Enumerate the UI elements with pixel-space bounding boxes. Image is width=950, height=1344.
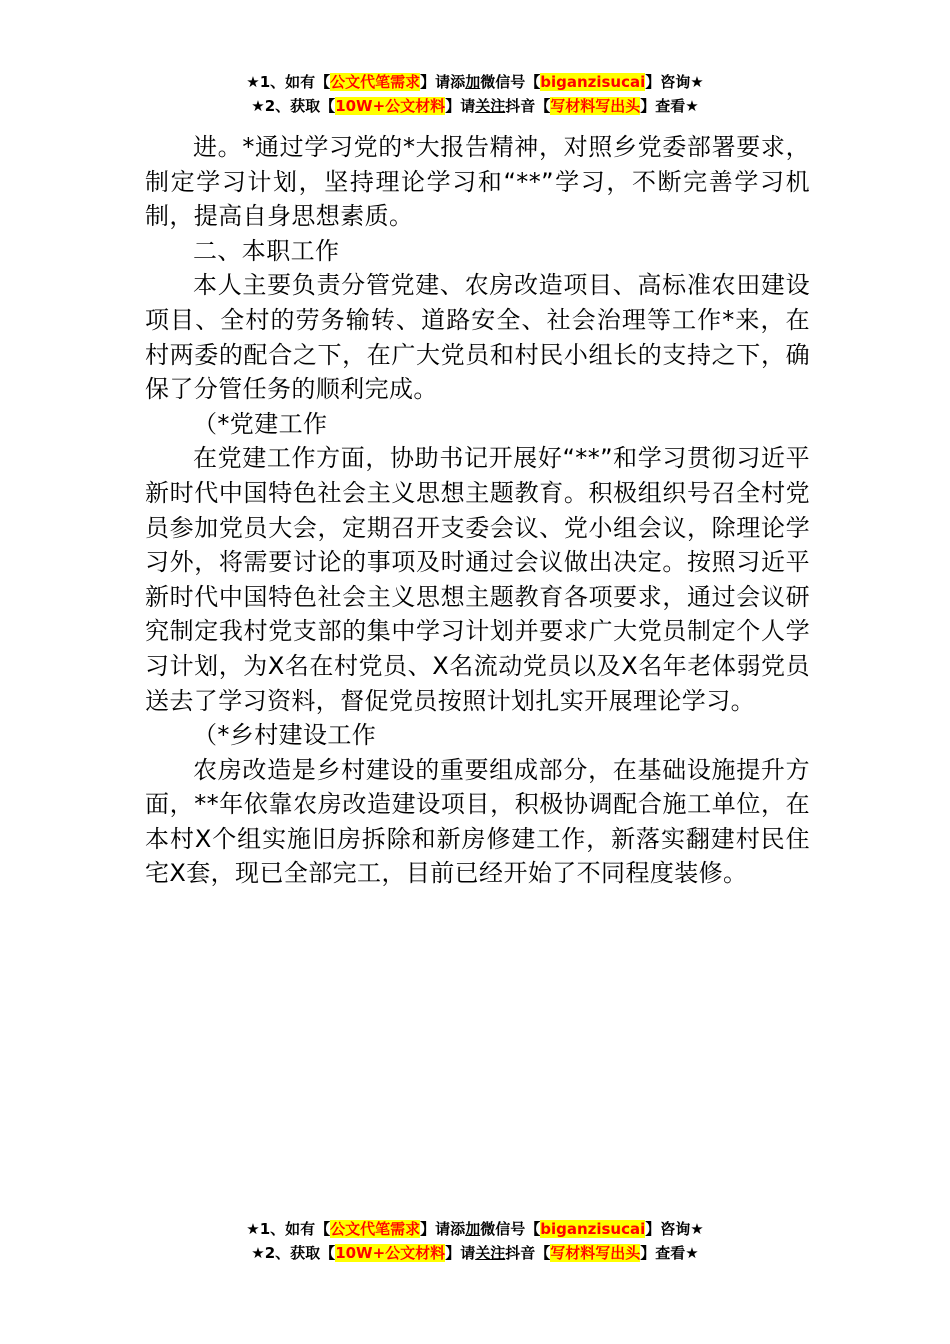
banner-line-2 — [0, 1241, 950, 1265]
subsection-heading: （*乡村建设工作 — [193, 721, 377, 750]
footer-banner — [0, 1217, 950, 1265]
banner-emphasis: 关注 — [475, 1244, 506, 1262]
banner-line-1 — [0, 1217, 950, 1241]
banner-text: 微信号【 — [480, 1220, 541, 1238]
banner-highlight: 公文代笔需求 — [330, 73, 421, 91]
banner-highlight: biganzisucai — [540, 73, 646, 91]
banner-text: ★2、获取【 — [251, 1244, 336, 1262]
paragraph: 农房改造是乡村建设的重要组成部分，在基础设施提升方面，**年依靠农房改造建设项目，积极协调配合施工单位，在本村X个组实施旧房拆除和新房修建工作，新落实翻建村民住宅X套，现已全部完工，目前已经开始了不同程度装修。 — [145, 755, 810, 888]
banner-highlight: 写材料写出头 — [550, 97, 641, 115]
banner-emphasis: 关注 — [475, 97, 506, 115]
subsection-heading: （*党建工作 — [193, 409, 328, 438]
section-heading: 二、本职工作 — [193, 236, 340, 265]
banner-text: 】请添 — [420, 1220, 466, 1238]
banner-text: 抖音【 — [505, 1244, 551, 1262]
banner-line-2 — [0, 94, 950, 118]
banner-text: ★1、如有【 — [246, 1220, 331, 1238]
paragraph: 进。*通过学习党的*大报告精神，对照乡党委部署要求，制定学习计划，坚持理论学习和“**”学习，不断完善学习机制，提高自身思想素质。 — [145, 133, 810, 231]
banner-highlight: 写材料写出头 — [550, 1244, 641, 1262]
banner-text: ★1、如有【 — [246, 73, 331, 91]
paragraph: 在党建工作方面，协助书记开展好“**”和学习贯彻习近平新时代中国特色社会主义思想主题教育。积极组织号召全村党员参加党员大会，定期召开支委会议、党小组会议，除理论学习外，将需要讨论的事项及时通过会议做出决定。按照习近平新时代中国特色社会主义思想主题教育各项要求，通过会议研究制定我村党支部的集中学习计划并要求广大党员制定个人学习计划，为X名在村党员、X名流动党员以及X名年老体弱党员送去了学习资料，督促党员按照计划扎实开展理论学习。 — [145, 444, 810, 715]
document-body — [145, 130, 810, 891]
banner-text: 】查看★ — [640, 97, 699, 115]
banner-text: 】请 — [445, 97, 476, 115]
banner-text: 】请 — [445, 1244, 476, 1262]
banner-highlight: 10W+公文材料 — [335, 97, 446, 115]
header-banner — [0, 70, 950, 118]
banner-text: 抖音【 — [505, 97, 551, 115]
banner-highlight: biganzisucai — [540, 1220, 646, 1238]
banner-text: 】查看★ — [640, 1244, 699, 1262]
banner-highlight: 公文代笔需求 — [330, 1220, 421, 1238]
banner-text: 微信号【 — [480, 73, 541, 91]
paragraph: 本人主要负责分管党建、农房改造项目、高标准农田建设项目、全村的劳务输转、道路安全、社会治理等工作*来，在村两委的配合之下，在广大党员和村民小组长的支持之下，确保了分管任务的顺利完成。 — [145, 271, 810, 404]
banner-emphasis: 加 — [465, 73, 481, 91]
banner-text: 】咨询★ — [645, 73, 704, 91]
banner-line-1 — [0, 70, 950, 94]
banner-highlight: 10W+公文材料 — [335, 1244, 446, 1262]
banner-text: ★2、获取【 — [251, 97, 336, 115]
banner-text: 】请添 — [420, 73, 466, 91]
banner-emphasis: 加 — [465, 1220, 481, 1238]
banner-text: 】咨询★ — [645, 1220, 704, 1238]
